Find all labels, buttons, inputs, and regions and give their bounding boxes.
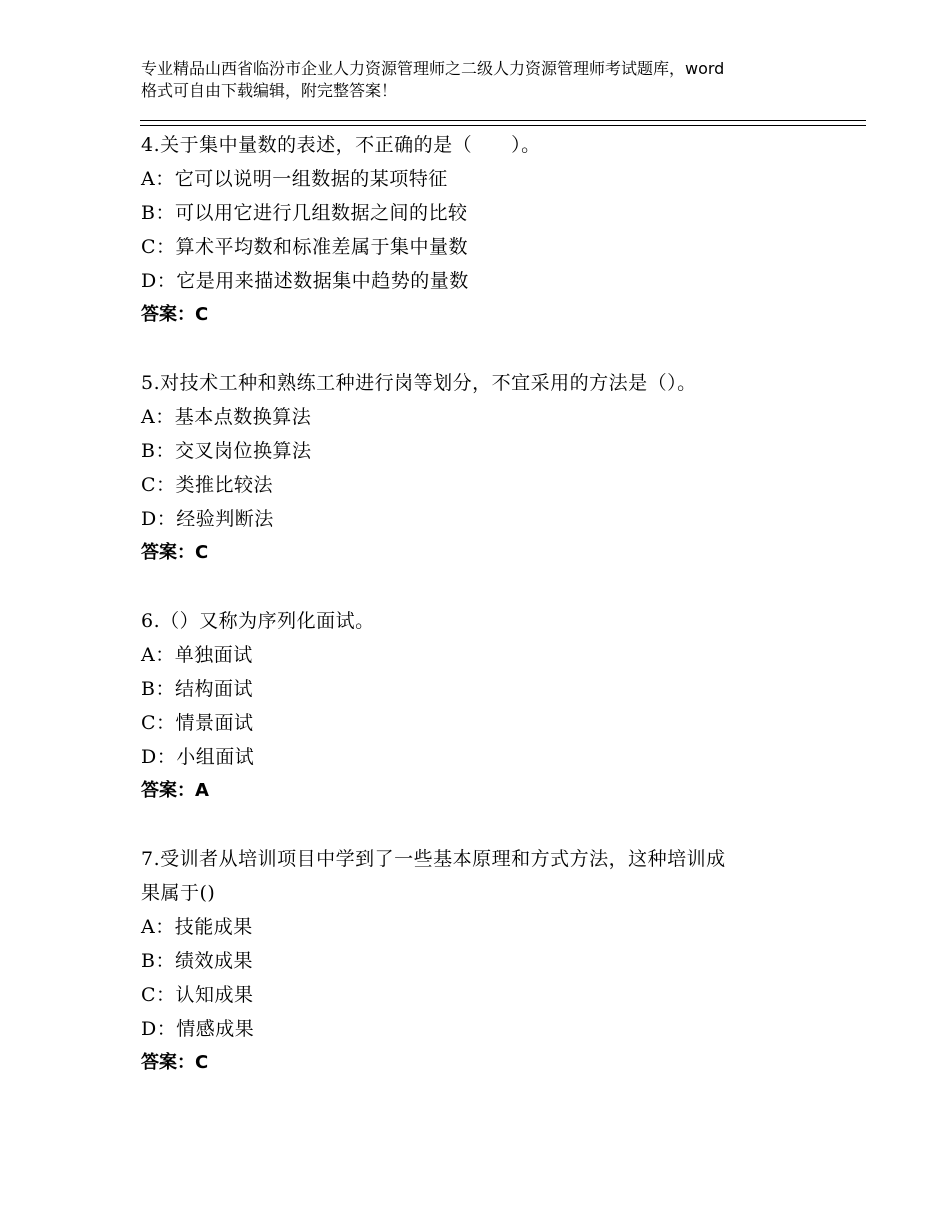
question-text: 4.关于集中量数的表述，不正确的是（ ）。 — [141, 134, 541, 156]
option-c: C：认知成果 — [141, 984, 254, 1006]
option-a: A：基本点数换算法 — [141, 406, 312, 428]
question-spacer — [141, 332, 841, 366]
question-text-line-2: 果属于() — [141, 882, 216, 904]
question-text: 6.（）又称为序列化面试。 — [141, 610, 375, 632]
question-spacer — [141, 808, 841, 842]
option-d: D：经验判断法 — [141, 508, 274, 530]
question-5 — [141, 366, 841, 570]
answer-line: 答案：C — [141, 1052, 209, 1073]
header-line-1: 专业精品山西省临汾市企业人力资源管理师之二级人力资源管理师考试题库，word — [141, 59, 725, 78]
question-list — [141, 128, 841, 1080]
header-line-2: 格式可自由下载编辑，附完整答案！ — [141, 81, 398, 100]
question-6 — [141, 604, 841, 808]
option-d: D：小组面试 — [141, 746, 255, 768]
question-4 — [141, 128, 841, 332]
option-c: C：类推比较法 — [141, 474, 274, 496]
option-a: A：技能成果 — [141, 916, 253, 938]
option-d: D：它是用来描述数据集中趋势的量数 — [141, 270, 469, 292]
question-7 — [141, 842, 841, 1080]
answer-line: 答案：C — [141, 542, 209, 563]
answer-line: 答案：C — [141, 304, 209, 325]
option-a: A：单独面试 — [141, 644, 253, 666]
option-b: B：交叉岗位换算法 — [141, 440, 312, 462]
option-b: B：绩效成果 — [141, 950, 253, 972]
option-c: C：情景面试 — [141, 712, 254, 734]
option-b: B：可以用它进行几组数据之间的比较 — [141, 202, 468, 224]
option-d: D：情感成果 — [141, 1018, 255, 1040]
question-text-line-1: 7.受训者从培训项目中学到了一些基本原理和方式方法，这种培训成 — [141, 848, 726, 870]
answer-line: 答案：A — [141, 780, 209, 801]
option-b: B：结构面试 — [141, 678, 253, 700]
option-a: A：它可以说明一组数据的某项特征 — [141, 168, 448, 190]
document-header — [141, 58, 841, 102]
header-divider-bottom — [140, 125, 866, 126]
option-c: C：算术平均数和标准差属于集中量数 — [141, 236, 469, 258]
question-spacer — [141, 570, 841, 604]
header-divider-top — [140, 120, 866, 121]
question-text: 5.对技术工种和熟练工种进行岗等划分，不宜采用的方法是（）。 — [141, 372, 697, 394]
